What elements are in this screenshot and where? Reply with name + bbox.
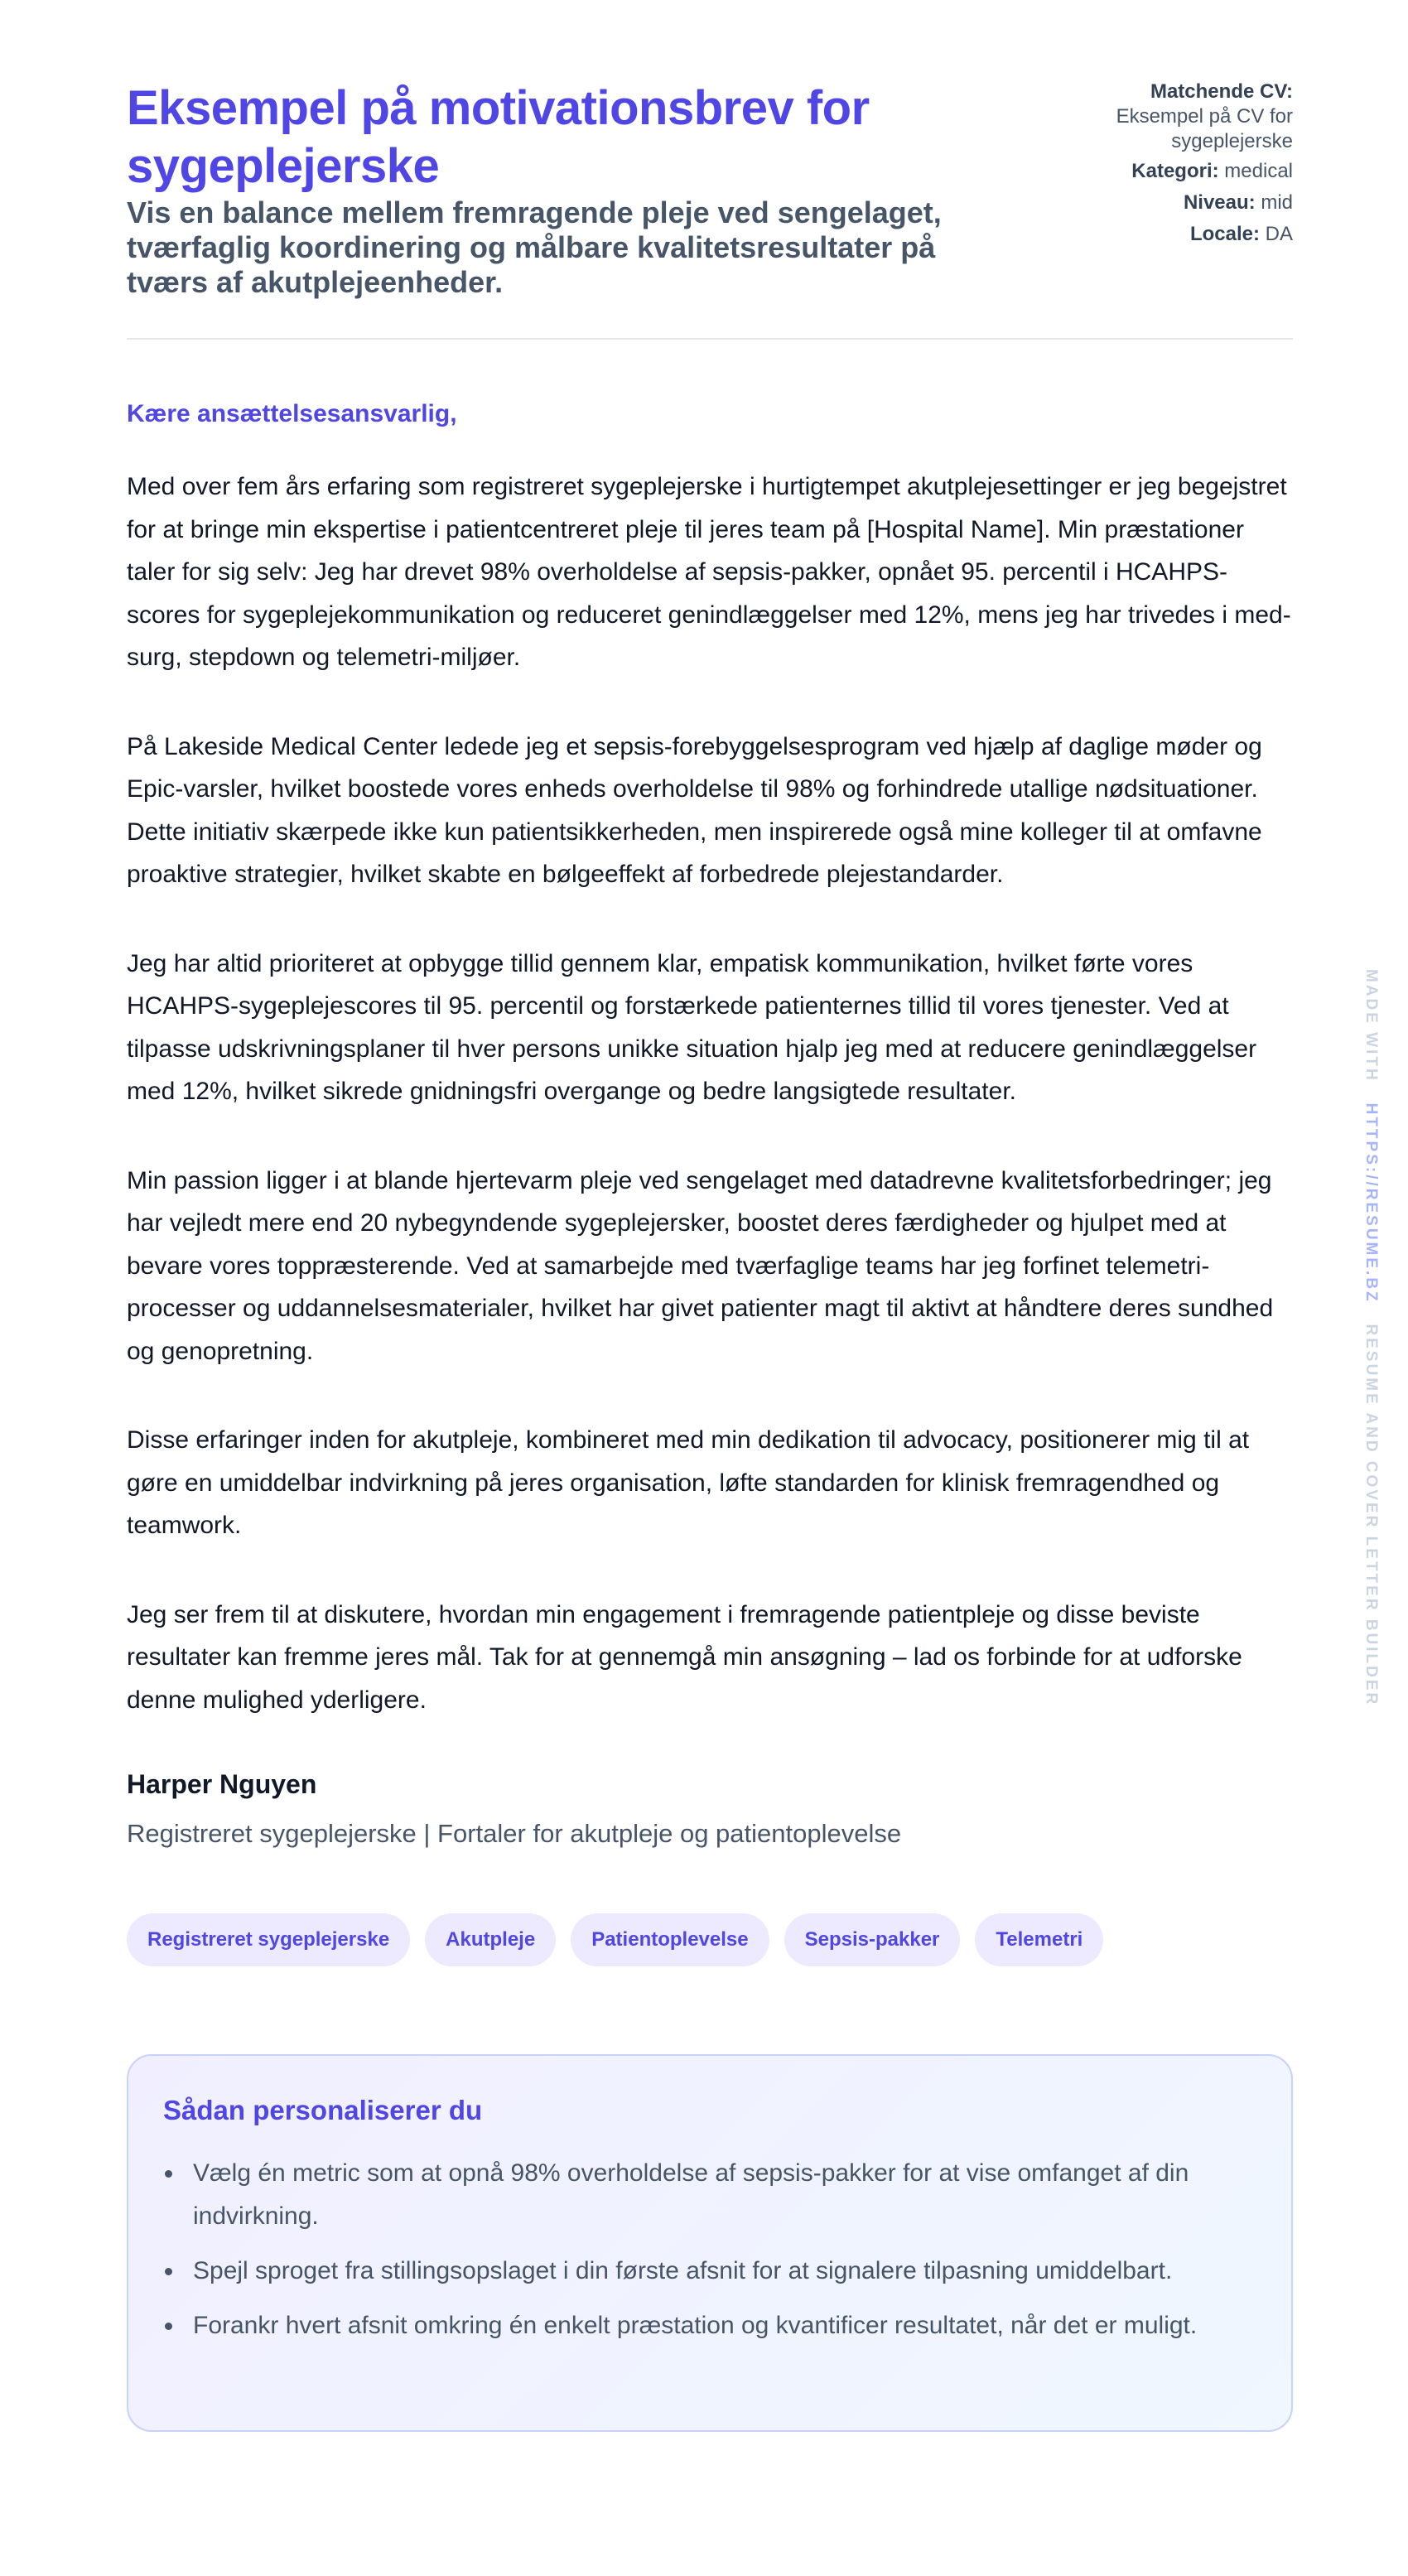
page-header <box>127 0 1293 340</box>
meta-category <box>1020 159 1293 184</box>
tip-item <box>193 2250 1258 2293</box>
page-subtitle: Vis en balance mellem fremragende pleje ved sengelaget, tværfaglig koordinering og målbare kvalitetsresultater på tværs af akutplejeenheder. <box>127 195 942 299</box>
letter-body <box>127 466 1293 1721</box>
meta-level-label: Niveau: <box>1183 191 1256 214</box>
watermark-link[interactable]: HTTPS://RESUME.BZ <box>1362 1102 1380 1304</box>
meta-cv-label: Matchende CV: <box>1150 80 1293 103</box>
meta-level <box>1020 191 1293 215</box>
tips-title: Sådan personaliserer du <box>163 2095 483 2125</box>
letter-paragraph: Jeg har altid prioriteret at opbygge tillid gennem klar, empatisk kommunikation, hvilket førte vores HCAHPS-sygeplejescores til 95. percentil og forstærkede patienternes tillid til vores tjenester. Ved at tilpasse udskrivningsplaner til hver persons unikke situation hjalp jeg med at reducere genindlæggelser med 12%, hvilket sikrede gnidningsfri overgange og bedre langsigtede resultater. <box>127 949 1257 1105</box>
letter-paragraph: På Lakeside Medical Center ledede jeg et sepsis-forebyggelsesprogram ved hjælp af daglige møder og Epic-varsler, hvilket boostede vores enheds overholdelse til 98% og forhindrede utallige nødsituationer. Dette initiativ skærpede ikke kun patientsikkerheden, men inspirerede også mine kolleger til at omfavne proaktive strategier, hvilket skabte en bølgeeffekt af forbedrede plejestandarder. <box>127 732 1262 888</box>
tag-chip[interactable]: Registreret sygeplejerske <box>127 1913 410 1966</box>
tag-chip[interactable]: Patientoplevelse <box>571 1913 769 1966</box>
meta-locale <box>1020 222 1293 247</box>
signature-block <box>127 1768 1293 1850</box>
cover-letter-page <box>127 0 1293 2432</box>
letter-paragraph: Disse erfaringer inden for akutpleje, kombineret med min dedikation til advocacy, positionerer mig til at gøre en umiddelbar indvirkning på jeres organisation, løfte standarden for klinisk fremragendhed og teamwork. <box>127 1426 1250 1539</box>
letter-paragraph: Med over fem års erfaring som registreret sygeplejerske i hurtigtempet akutplejesettinger er jeg begejstret for at bringe min ekspertise i patientcentreret pleje til jeres team på [Hospital Name]. Min præstationer taler for sig selv: Jeg har drevet 98% overholdelse af sepsis-pakker, opnået 95. percentil i HCAHPS-scores for sygeplejekommunikation og reduceret genindlæggelser med 12%, mens jeg har trivedes i med-surg, stepdown og telemetri-miljøer. <box>127 473 1291 671</box>
watermark-suffix: RESUME AND COVER LETTER BUILDER <box>1362 1324 1380 1707</box>
meta-category-value: medical <box>1224 160 1293 182</box>
tips-list <box>163 2152 1258 2347</box>
signature-title: Registreret sygeplejerske | Fortaler for akutpleje og patientoplevelse <box>127 1819 902 1848</box>
bullet-icon <box>165 2323 172 2330</box>
tip-item <box>193 2152 1258 2238</box>
meta-locale-value: DA <box>1265 223 1293 245</box>
letter-salutation: Kære ansættelsesansvarlig, <box>127 400 457 427</box>
bullet-icon <box>165 2170 172 2178</box>
meta-locale-label: Locale: <box>1189 223 1260 245</box>
meta-category-label: Kategori: <box>1131 160 1219 182</box>
letter-paragraph: Min passion ligger i at blande hjertevarm pleje ved sengelaget med datadrevne kvalitetsforbedringer; jeg har vejledt mere end 20 nybegyndende sygeplejersker, boostet deres færdigheder og hjulpet med at bevare vores toppræsterende. Ved at samarbejde med tværfaglige teams har jeg forfinet telemetri-processer og uddannelsesmaterialer, hvilket har givet patienter magt til aktivt at håndtere deres sundhed og genopretning. <box>127 1166 1274 1365</box>
tag-chip[interactable]: Telemetri <box>975 1913 1103 1966</box>
tag-chip[interactable]: Sepsis-pakker <box>784 1913 961 1966</box>
tip-item <box>193 2304 1258 2347</box>
meta-cv-link[interactable]: Eksempel på CV for sygeplejerske <box>1116 105 1293 152</box>
bullet-icon <box>165 2268 172 2275</box>
personalization-tips-box <box>127 2054 1293 2432</box>
vertical-watermark <box>1358 969 1383 1707</box>
tip-text: Spejl sproget fra stillingsopslaget i din første afsnit for at signalere tilpasning umiddelbart. <box>193 2257 1173 2284</box>
tip-text: Forankr hvert afsnit omkring én enkelt præstation og kvantificer resultatet, når det er muligt. <box>193 2312 1198 2339</box>
page-title: Eksempel på motivationsbrev for sygeplejerske <box>127 81 870 193</box>
meta-matching-cv <box>1020 80 1293 154</box>
watermark-text <box>1358 969 1383 1706</box>
meta-panel <box>1020 80 1293 253</box>
tag-list <box>127 1913 1293 1966</box>
tip-text: Vælg én metric som at opnå 98% overholdelse af sepsis-pakker for at vise omfanget af din indvirkning. <box>193 2159 1189 2230</box>
meta-level-value: mid <box>1261 191 1293 214</box>
tag-chip[interactable]: Akutpleje <box>425 1913 556 1966</box>
signature-name: Harper Nguyen <box>127 1769 317 1799</box>
watermark-prefix: MADE WITH <box>1362 969 1380 1083</box>
letter-paragraph: Jeg ser frem til at diskutere, hvordan min engagement i fremragende patientpleje og disse beviste resultater kan fremme jeres mål. Tak for at gennemgå min ansøgning – lad os forbinde for at udforske denne mulighed yderligere. <box>127 1600 1242 1714</box>
